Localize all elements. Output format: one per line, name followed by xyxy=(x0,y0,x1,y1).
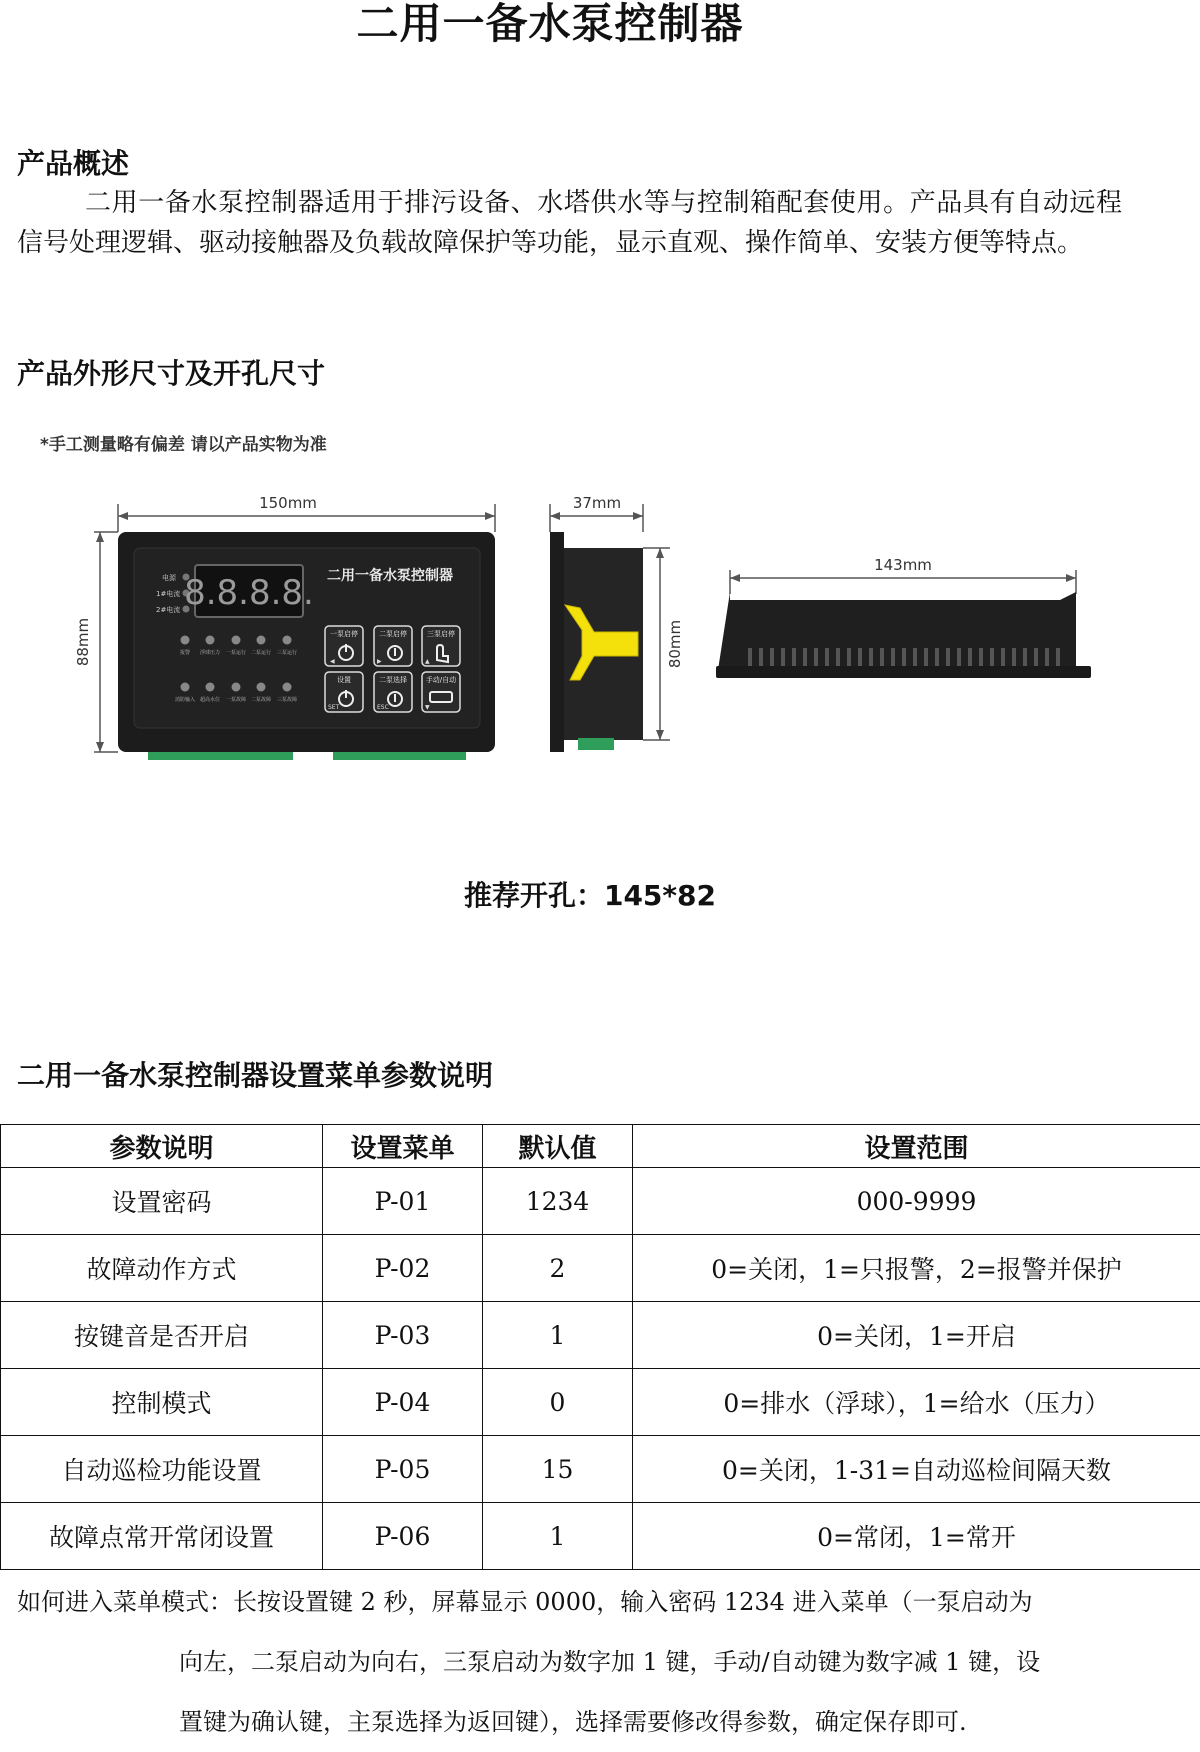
status-label-current1: 1#电流 xyxy=(156,589,180,598)
cell-description: 设置密码 xyxy=(1,1168,323,1235)
heatsink-fin xyxy=(891,648,895,666)
heatsink-fin xyxy=(770,648,774,666)
menu-instructions xyxy=(17,1572,1127,1752)
col-header-description: 参数说明 xyxy=(1,1125,323,1168)
heatsink-fin xyxy=(869,648,873,666)
heatsink-fin xyxy=(946,648,950,666)
heatsink-fin xyxy=(935,648,939,666)
led-label: 一泵运行 xyxy=(226,649,246,656)
cell-description: 按键音是否开启 xyxy=(1,1302,323,1369)
cell-menu: P-05 xyxy=(323,1436,483,1503)
front-width-label: 150mm xyxy=(259,494,317,512)
front-height-label: 88mm xyxy=(74,618,92,666)
heatsink-fin xyxy=(913,648,917,666)
table-row xyxy=(1,1369,1200,1436)
key-sub: ◀ xyxy=(330,658,335,665)
instructions-line-1: 如何进入菜单模式：长按设置键 2 秒，屏幕显示 0000，输入密码 1234 进入菜单（一泵启动为 xyxy=(17,1588,1033,1616)
table-row xyxy=(1,1436,1200,1503)
heatsink-fin xyxy=(979,648,983,666)
key-label: 一泵启停 xyxy=(330,629,358,638)
heatsink-fin xyxy=(902,648,906,666)
heatsink-fin xyxy=(781,648,785,666)
heatsink-fin xyxy=(1045,648,1049,666)
table-row xyxy=(1,1235,1200,1302)
heatsink-fin xyxy=(1056,648,1060,666)
heatsink-fin xyxy=(968,648,972,666)
heatsink-fin xyxy=(880,648,884,666)
heatsink-fin xyxy=(990,648,994,666)
table-row xyxy=(1,1302,1200,1369)
key-label: 二泵启停 xyxy=(379,629,407,638)
dimensions-heading: 产品外形尺寸及开孔尺寸 xyxy=(17,356,325,392)
heatsink-fin xyxy=(1012,648,1016,666)
key-label: 三泵启停 xyxy=(427,629,455,638)
bottom-view xyxy=(716,592,1091,678)
cell-default: 2 xyxy=(483,1235,633,1302)
key-sub: SET xyxy=(328,704,340,711)
cell-range: 0=关闭，1-31=自动巡检间隔天数 xyxy=(633,1436,1200,1503)
cell-menu: P-03 xyxy=(323,1302,483,1369)
parameter-table xyxy=(0,1124,1200,1570)
panel-title: 二用一备水泵控制器 xyxy=(327,567,453,584)
led-label: 二泵运行 xyxy=(251,649,271,656)
table-row xyxy=(1,1168,1200,1235)
led-label: 二泵故障 xyxy=(251,696,271,703)
front-panel xyxy=(118,532,495,760)
heatsink-fin xyxy=(957,648,961,666)
cell-description: 故障动作方式 xyxy=(1,1235,323,1302)
key-label: 设置 xyxy=(337,675,351,684)
cell-range: 0=关闭，1=开启 xyxy=(633,1302,1200,1369)
heatsink-fin xyxy=(814,648,818,666)
led-label: 超高水位 xyxy=(200,696,220,703)
heatsink-fin xyxy=(1001,648,1005,666)
heatsink-fin xyxy=(858,648,862,666)
col-header-menu: 设置菜单 xyxy=(323,1125,483,1168)
cell-range: 000-9999 xyxy=(633,1168,1200,1235)
side-depth-label: 37mm xyxy=(573,494,621,512)
status-label-current2: 2#电流 xyxy=(156,605,180,614)
measurement-note: *手工测量略有偏差 请以产品实物为准 xyxy=(40,430,327,455)
heatsink-fin xyxy=(803,648,807,666)
col-header-range: 设置范围 xyxy=(633,1125,1200,1168)
segment-display: 8.8.8.8. xyxy=(184,573,314,613)
heatsink-fin xyxy=(1034,648,1038,666)
key-sub: ESC xyxy=(377,704,389,711)
led-label: 消防输入 xyxy=(175,696,195,703)
cell-range: 0=关闭，1=只报警，2=报警并保护 xyxy=(633,1235,1200,1302)
cell-description: 故障点常开常闭设置 xyxy=(1,1503,323,1570)
heatsink-fin xyxy=(847,648,851,666)
side-view xyxy=(550,532,643,752)
heatsink-fin xyxy=(759,648,763,666)
table-row xyxy=(1,1503,1200,1570)
key-sub: ▲ xyxy=(425,658,430,665)
table-header-row xyxy=(1,1125,1200,1168)
led-label: 一泵故障 xyxy=(226,696,246,703)
heatsink-fin xyxy=(924,648,928,666)
col-header-default: 默认值 xyxy=(483,1125,633,1168)
key-sub: ▶ xyxy=(377,658,382,665)
key-sub: ▼ xyxy=(425,704,430,711)
cell-default: 0 xyxy=(483,1369,633,1436)
key-label: 手动/自动 xyxy=(426,675,456,684)
heatsink-fin xyxy=(825,648,829,666)
cell-description: 自动巡检功能设置 xyxy=(1,1436,323,1503)
cell-range: 0=常闭，1=常开 xyxy=(633,1503,1200,1570)
cell-menu: P-02 xyxy=(323,1235,483,1302)
overview-heading: 产品概述 xyxy=(17,146,129,182)
instructions-line-2: 向左，二泵启动为向右，三泵启动为数字加 1 键，手动/自动键为数字减 1 键，设 xyxy=(17,1632,1127,1692)
status-label-power: 电源 xyxy=(162,573,177,582)
page-title: 二用一备水泵控制器 xyxy=(0,0,1100,48)
key-label: 二泵选择 xyxy=(379,675,407,684)
led-label: 报警 xyxy=(180,649,190,656)
cell-default: 1 xyxy=(483,1302,633,1369)
heatsink-fin xyxy=(836,648,840,666)
instructions-line-3: 置键为确认键，主泵选择为返回键），选择需要修改得参数，确定保存即可. xyxy=(17,1692,1127,1752)
heatsink-fin xyxy=(748,648,752,666)
cell-default: 15 xyxy=(483,1436,633,1503)
recommended-cutout: 推荐开孔：145*82 xyxy=(0,874,1180,914)
cell-range: 0=排水（浮球），1=给水（压力） xyxy=(633,1369,1200,1436)
heatsink-fin xyxy=(792,648,796,666)
led-label: 三泵故障 xyxy=(277,696,297,703)
cell-menu: P-04 xyxy=(323,1369,483,1436)
led-label: 三泵运行 xyxy=(277,649,297,656)
bottom-width-label: 143mm xyxy=(874,556,932,574)
side-height-label: 80mm xyxy=(666,620,684,668)
cell-menu: P-06 xyxy=(323,1503,483,1570)
cell-description: 控制模式 xyxy=(1,1369,323,1436)
cell-default: 1234 xyxy=(483,1168,633,1235)
led-label: 浮球压力 xyxy=(200,649,220,656)
heatsink-fin xyxy=(1023,648,1027,666)
cell-menu: P-01 xyxy=(323,1168,483,1235)
menu-heading: 二用一备水泵控制器设置菜单参数说明 xyxy=(17,1058,493,1094)
overview-text: 二用一备水泵控制器适用于排污设备、水塔供水等与控制箱配套使用。产品具有自动远程信号处理逻辑、驱动接触器及负载故障保护等功能，显示直观、操作简单、安装方便等特点。 xyxy=(17,183,1122,263)
cell-default: 1 xyxy=(483,1503,633,1570)
dimension-drawing xyxy=(0,470,1200,770)
